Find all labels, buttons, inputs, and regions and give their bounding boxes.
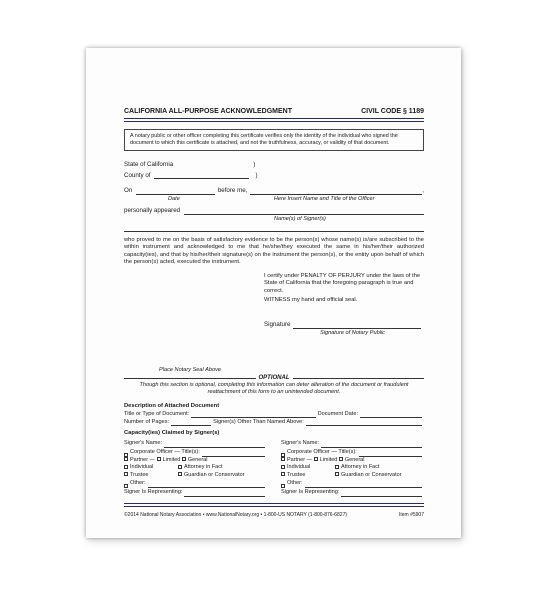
representing-row	[124, 489, 267, 497]
capacity-column-left	[124, 439, 267, 497]
signature-caption-row	[124, 330, 424, 337]
general-checkbox[interactable]	[339, 457, 343, 461]
form-content	[124, 108, 424, 518]
personally-appeared-label: personally appeared	[124, 207, 181, 215]
optional-rule-left	[124, 378, 256, 379]
footer-rule	[124, 503, 424, 507]
guardian-label: Guardian or Conservator	[341, 471, 402, 478]
date-field[interactable]	[136, 189, 215, 195]
form-header	[124, 108, 424, 117]
partner-checkbox[interactable]	[124, 457, 128, 461]
doc-date-label: Document Date:	[317, 410, 358, 417]
description-title: Description of Attached Document	[124, 402, 220, 409]
attorney-checkbox[interactable]	[178, 465, 182, 469]
representing-field[interactable]	[184, 491, 265, 497]
state-label: State of California	[124, 160, 174, 168]
optional-title: OPTIONAL	[258, 374, 290, 381]
limited-checkbox[interactable]	[314, 457, 318, 461]
capacity-title: Capacity(ies) Claimed by Signer(s)	[124, 429, 220, 436]
individual-label: Individual	[287, 464, 311, 471]
appeared-row	[124, 207, 424, 215]
date-caption: Date	[168, 196, 180, 203]
civil-code: CIVIL CODE § 1189	[361, 108, 424, 115]
signature-label: Signature	[264, 321, 291, 328]
general-label: General	[187, 456, 208, 463]
other-label: Other:	[130, 480, 146, 487]
signer-name-row	[281, 440, 424, 448]
representing-row	[281, 489, 424, 497]
signature-field[interactable]	[293, 323, 421, 329]
pages-row	[124, 419, 424, 426]
signers-field[interactable]	[184, 209, 424, 215]
corporate-officer-label: Corporate Officer — Title(s):	[130, 448, 200, 455]
trustee-label: Trustee	[287, 471, 306, 478]
other-checkbox[interactable]	[281, 484, 285, 488]
county-paren: )	[255, 171, 258, 179]
acknowledgment-text: who proved to me on the basis of satisfactory evidence to be the person(s) whose name(s) is/are subscribed to the within instrument and acknowledged to me that he/she/they executed the same in his/her/their authorized capacity(ies), and that by his/her/their signature(s) on the instrument the person(s), or the entity upon behalf of which the person(s) acted, executed the instrument.	[124, 236, 424, 266]
trustee-row	[281, 472, 424, 480]
individual-label: Individual	[130, 464, 154, 471]
doc-title-row	[124, 411, 424, 418]
county-field[interactable]	[154, 173, 249, 179]
attorney-label: Attorney in Fact	[184, 464, 223, 471]
other-checkbox[interactable]	[124, 484, 128, 488]
signers-field-2[interactable]	[124, 226, 424, 232]
corporate-officer-row	[281, 449, 424, 457]
limited-label: Limited	[319, 456, 338, 463]
representing-label: Signer Is Representing:	[281, 489, 340, 496]
signer-name-field[interactable]	[321, 442, 422, 448]
other-row	[281, 480, 424, 488]
before-me-label: before me,	[217, 187, 248, 195]
witness-statement: WITNESS my hand and official seal.	[264, 297, 358, 304]
individual-checkbox[interactable]	[124, 465, 128, 469]
attorney-label: Attorney in Fact	[341, 464, 380, 471]
signature-row	[264, 321, 424, 329]
pages-label: Number of Pages:	[124, 418, 170, 425]
on-row	[124, 187, 424, 195]
officer-caption: Here Insert Name and Title of the Officer	[273, 196, 375, 203]
trustee-row	[124, 472, 267, 480]
footer-copyright: ©2014 National Notary Association • www.NationalNotary.org • 1-800-US NOTARY (1-800-876-6827)	[124, 511, 348, 518]
trustee-label: Trustee	[130, 471, 149, 478]
optional-divider	[124, 375, 424, 383]
capacity-columns	[124, 439, 424, 497]
corporate-title-field[interactable]	[359, 451, 422, 457]
other-field[interactable]	[305, 482, 422, 488]
signers-line-2	[124, 226, 424, 232]
header-rule	[124, 118, 424, 122]
capacity-column-right	[281, 439, 424, 497]
other-signers-label: Signer(s) Other Than Named Above:	[213, 418, 304, 425]
individual-checkbox[interactable]	[281, 465, 285, 469]
signer-name-row	[124, 440, 267, 448]
signature-caption: Signature of Notary Public	[320, 329, 385, 336]
individual-row	[124, 464, 267, 472]
signer-name-label: Signer's Name:	[281, 440, 320, 447]
trustee-checkbox[interactable]	[281, 472, 285, 476]
partner-label: Partner —	[130, 456, 156, 463]
trustee-checkbox[interactable]	[124, 472, 128, 476]
county-label: County of	[124, 171, 151, 179]
signers-caption: Name(s) of Signer(s)	[274, 215, 326, 222]
state-paren: )	[253, 160, 256, 168]
guardian-checkbox[interactable]	[178, 472, 182, 476]
signer-name-field[interactable]	[164, 442, 265, 448]
general-label: General	[344, 456, 365, 463]
individual-row	[281, 464, 424, 472]
other-field[interactable]	[148, 482, 265, 488]
form-sheet	[86, 48, 461, 538]
limited-label: Limited	[162, 456, 181, 463]
doc-title-field[interactable]	[191, 412, 315, 418]
on-label: On	[124, 187, 133, 195]
county-row	[124, 172, 424, 180]
officer-comma: ,	[422, 187, 424, 195]
state-row	[124, 161, 424, 169]
general-checkbox[interactable]	[182, 457, 186, 461]
guardian-label: Guardian or Conservator	[184, 471, 245, 478]
notice-box: A notary public or other officer completing this certificate verifies only the identity of the individual who signed the document to which this certificate is attached, and not the truthfulness, accuracy, or validity of that document.	[124, 129, 424, 151]
optional-note: Though this section is optional, completing this information can deter alteration of the document or fraudulent reattachment of this form to an unintended document.	[139, 382, 409, 396]
guardian-checkbox[interactable]	[335, 472, 339, 476]
partner-checkbox[interactable]	[281, 457, 285, 461]
seal-label: Place Notary Seal Above	[159, 366, 221, 373]
representing-label: Signer Is Representing:	[124, 489, 183, 496]
form-footer	[124, 512, 424, 518]
signer-name-label: Signer's Name:	[124, 440, 163, 447]
form-title: CALIFORNIA ALL-PURPOSE ACKNOWLEDGMENT	[124, 108, 292, 115]
pages-field[interactable]	[171, 420, 211, 426]
optional-rule-right	[293, 378, 425, 379]
footer-item-number: Item #5907	[398, 511, 424, 518]
representing-field[interactable]	[341, 491, 422, 497]
partner-label: Partner —	[287, 456, 313, 463]
other-label: Other:	[287, 480, 303, 487]
signers-caption-row	[124, 216, 424, 223]
partner-row	[124, 457, 267, 465]
attorney-checkbox[interactable]	[335, 465, 339, 469]
corporate-title-field[interactable]	[202, 451, 265, 457]
doc-date-field[interactable]	[360, 412, 422, 418]
other-signers-field[interactable]	[306, 420, 422, 426]
on-captions	[124, 196, 424, 203]
corporate-officer-label: Corporate Officer — Title(s):	[287, 448, 357, 455]
perjury-statement: I certify under PENALTY OF PERJURY under the laws of the State of California that the foregoing paragraph is true and correct.	[264, 272, 421, 294]
partner-row	[281, 457, 424, 465]
officer-field[interactable]	[250, 189, 422, 195]
other-row	[124, 480, 267, 488]
corporate-officer-row	[124, 449, 267, 457]
limited-checkbox[interactable]	[157, 457, 161, 461]
doc-title-label: Title or Type of Document:	[124, 410, 190, 417]
